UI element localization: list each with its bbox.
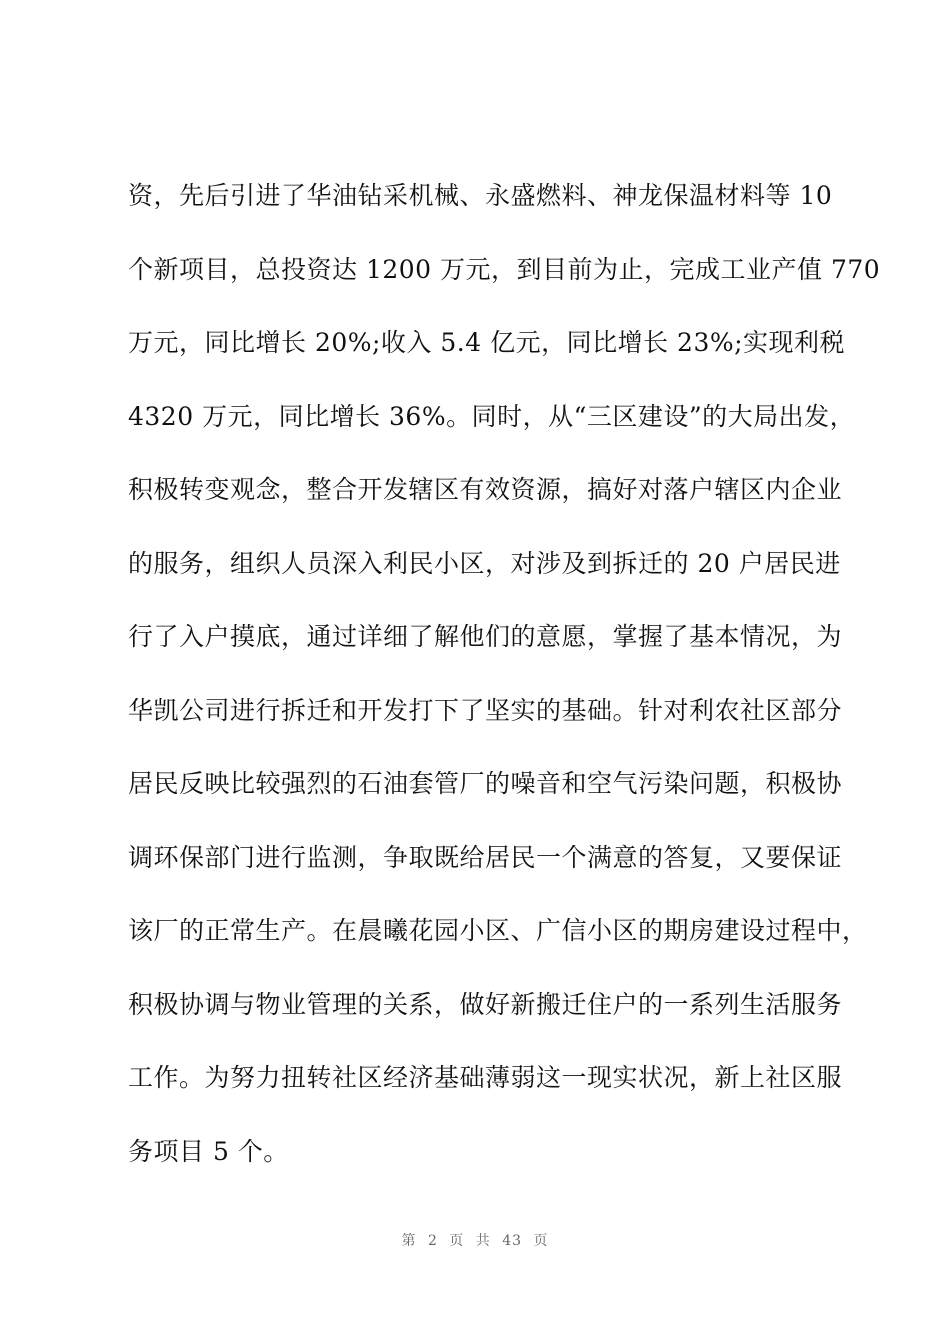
text-line: 居民反映比较强烈的石油套管厂的噪音和空气污染问题，积极协 (128, 769, 843, 798)
text-line: 工作。为努力扭转社区经济基础薄弱这一现实状况，新上社区服 (128, 1063, 843, 1092)
text-line: 调环保部门进行监测，争取既给居民一个满意的答复，又要保证 (128, 842, 843, 872)
text-line: 务项目 5 个。 (128, 1136, 289, 1166)
text-line: 资，先后引进了华油钻采机械、永盛燃料、神龙保温材料等 10 (128, 181, 833, 210)
page-number-footer: 第 2 页 共 43 页 (401, 1233, 549, 1249)
text-line: 万元，同比增长 20%;收入 5.4 亿元，同比增长 23%;实现利税 (128, 328, 846, 357)
text-line: 华凯公司进行拆迁和开发打下了坚实的基础。针对利农社区部分 (128, 695, 843, 725)
text-line: 积极协调与物业管理的关系，做好新搬迁住户的一系列生活服务 (128, 989, 843, 1019)
text-line: 行了入户摸底，通过详细了解他们的意愿，掌握了基本情况，为 (128, 622, 843, 651)
text-line: 积极转变观念，整合开发辖区有效资源，搞好对落户辖区内企业 (128, 475, 843, 504)
body-paragraph (128, 175, 881, 1204)
text-line: 的服务，组织人员深入利民小区，对涉及到拆迁的 20 户居民进 (128, 548, 841, 578)
text-line: 该厂的正常生产。在晨曦花园小区、广信小区的期房建设过程中， (128, 916, 868, 945)
text-line: 4320 万元，同比增长 36%。同时，从“三区建设”的大局出发， (128, 401, 856, 431)
text-line: 个新项目，总投资达 1200 万元，到目前为止，完成工业产值 770 (128, 254, 881, 284)
